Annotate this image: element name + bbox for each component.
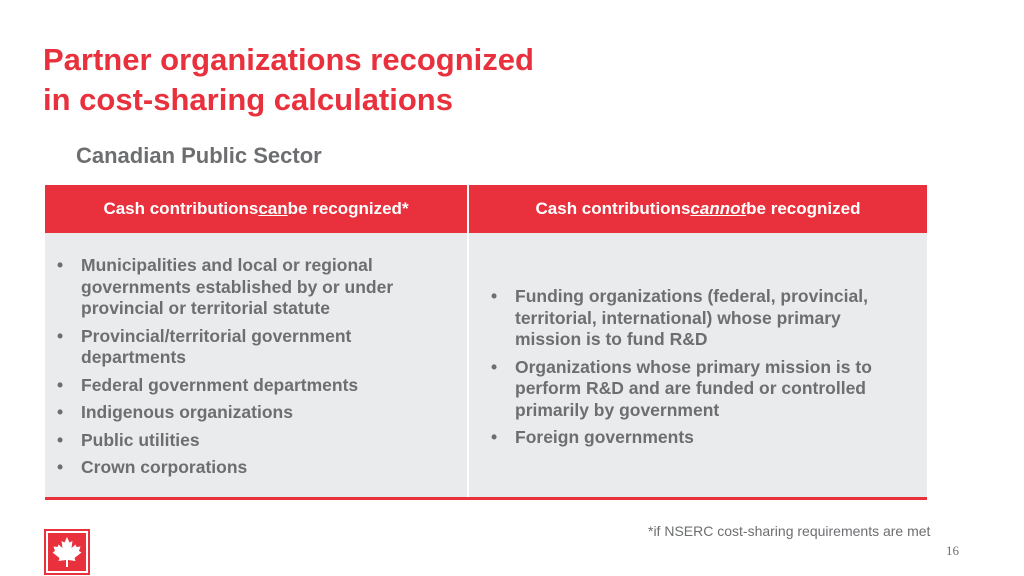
list-item-text: Crown corporations (81, 457, 248, 477)
recognized-list (57, 255, 457, 485)
bullet-icon: • (57, 402, 64, 422)
left-header-post: be recognized* (287, 199, 409, 218)
list-item (57, 402, 457, 424)
title-line-1: Partner organizations recognized (43, 42, 534, 77)
left-column-body (45, 233, 467, 497)
right-column-header (469, 185, 927, 233)
bullet-icon: • (57, 457, 64, 477)
list-item-text: Federal government departments (81, 374, 359, 395)
page-number: 16 (946, 543, 959, 558)
list-item-text: Public utilities (81, 429, 200, 450)
list-item (491, 427, 911, 449)
list-item (57, 375, 457, 397)
section-subtitle: Canadian Public Sector (76, 143, 322, 168)
list-item-text: Municipalities and local or regional governments established by or under provincial or territorial statute (81, 255, 394, 318)
bullet-icon: • (57, 325, 64, 346)
right-header-emphasis: cannot (690, 199, 747, 218)
bullet-icon: • (57, 374, 64, 395)
list-item (491, 357, 911, 422)
list-item-text: Foreign governments (515, 427, 694, 447)
bullet-icon: • (57, 429, 64, 450)
footnote: *if NSERC cost-sharing requirements are met (648, 523, 931, 539)
page-title (43, 40, 743, 120)
not-recognized-list (491, 286, 911, 455)
list-item (57, 457, 457, 479)
table-bottom-rule (45, 497, 927, 500)
left-header-pre: Cash contributions (103, 199, 259, 218)
bullet-icon: • (491, 356, 498, 377)
list-item-text: Funding organizations (federal, provincial, territorial, international) whose primary mission is to fund R&D (515, 286, 868, 349)
column-divider (467, 185, 469, 497)
right-column-body (469, 233, 927, 497)
right-header-pre: Cash contributions (535, 199, 691, 218)
bullet-icon: • (57, 255, 64, 275)
list-item-text: Provincial/territorial government departments (81, 325, 352, 367)
maple-leaf-icon (44, 529, 90, 575)
right-header-post: be recognized (746, 199, 861, 218)
list-item (57, 326, 457, 369)
title-line-2: in cost-sharing calculations (43, 82, 453, 117)
list-item (491, 286, 911, 351)
recognition-table (45, 185, 927, 500)
list-item-text: Indigenous organizations (81, 402, 293, 422)
list-item (57, 430, 457, 452)
left-header-emphasis: can (258, 199, 288, 218)
left-column-header (45, 185, 467, 233)
list-item-text: Organizations whose primary mission is to perform R&D and are funded or controlled primarily by government (515, 356, 872, 420)
bullet-icon: • (491, 286, 498, 306)
bullet-icon: • (491, 427, 498, 447)
list-item (57, 255, 457, 320)
